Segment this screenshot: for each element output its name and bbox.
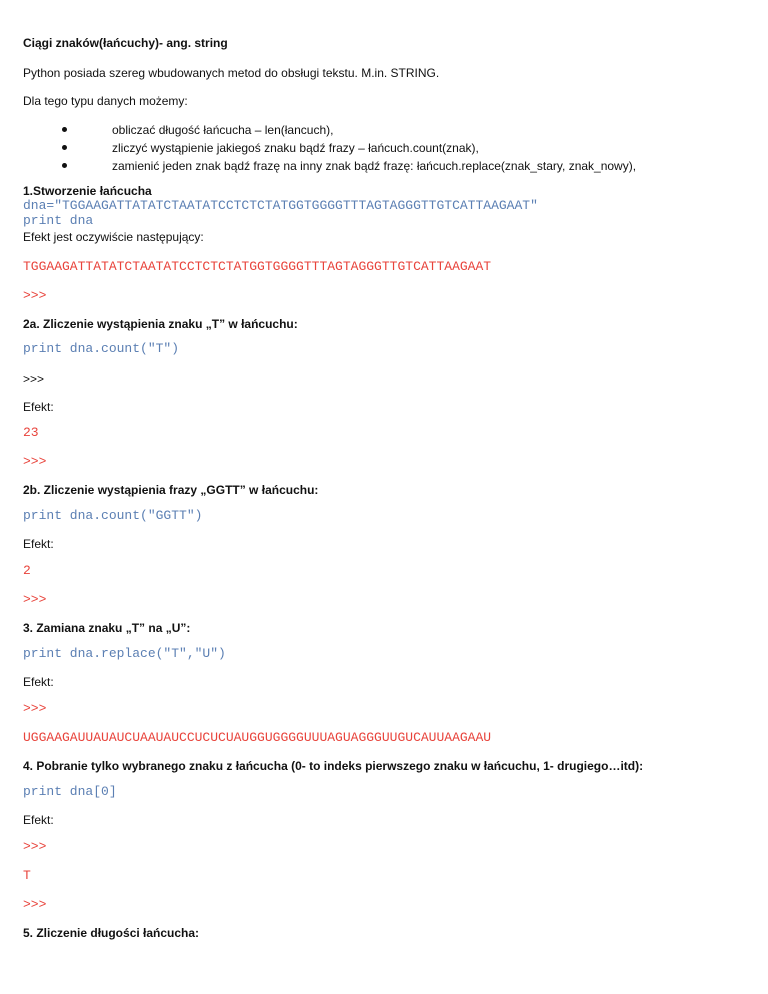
output-line: TGGAAGATTATATCTAATATCCTCTCTATGGTGGGGTTTAGTAGGGTTGTCATTAAGAAT xyxy=(23,259,492,274)
code-line: dna="TGGAAGATTATATCTAATATCCTCTCTATGGTGGGGTTTAGTAGGGTTGTCATTAAGAAT" xyxy=(23,198,538,213)
code-line: print dna.count("GGTT") xyxy=(23,508,203,523)
section-2a-heading: 2a. Zliczenie wystąpienia znaku „T” w łańcuchu: xyxy=(23,317,298,331)
list-item: obliczać długość łańcucha – len(łancuch), xyxy=(62,121,636,139)
intro-paragraph: Python posiada szereg wbudowanych metod do obsługi tekstu. M.in. STRING. xyxy=(23,66,440,80)
output-line: 23 xyxy=(23,425,39,440)
bullet-icon xyxy=(62,163,67,168)
section-3-heading: 3. Zamiana znaku „T” na „U”: xyxy=(23,621,191,635)
effect-label: Efekt: xyxy=(23,537,54,551)
section-4-heading: 4. Pobranie tylko wybranego znaku z łańcucha (0- to indeks pierwszego znaku w łańcuchu, 1- drugiego…itd): xyxy=(23,759,644,773)
output-line: UGGAAGAUUAUAUCUAAUAUCCUCUCUAUGGUGGGGUUUAGUAGGGUUGUCAUUAAGAAU xyxy=(23,730,492,745)
code-line: print dna.replace("T","U") xyxy=(23,646,226,661)
intro-paragraph-2: Dla tego typu danych możemy: xyxy=(23,94,188,108)
prompt: >>> xyxy=(23,839,47,854)
code-line: print dna xyxy=(23,213,94,228)
effect-label: Efekt: xyxy=(23,400,54,414)
list-item: zamienić jeden znak bądź frazę na inny znak bądź frazę: łańcuch.replace(znak_stary, znak_nowy), xyxy=(62,157,636,175)
prompt: >>> xyxy=(23,288,47,303)
output-line: 2 xyxy=(23,563,31,578)
prompt: >>> xyxy=(23,592,47,607)
prompt: >>> xyxy=(23,454,47,469)
list-item: zliczyć wystąpienie jakiegoś znaku bądź frazy – łańcuch.count(znak), xyxy=(62,139,636,157)
page-title: Ciągi znaków(łańcuchy)- ang. string xyxy=(23,36,228,50)
effect-label: Efekt: xyxy=(23,813,54,827)
code-line: print dna[0] xyxy=(23,784,117,799)
section-2b-heading: 2b. Zliczenie wystąpienia frazy „GGTT” w łańcuchu: xyxy=(23,483,319,497)
effect-label: Efekt: xyxy=(23,675,54,689)
section-5-heading: 5. Zliczenie długości łańcucha: xyxy=(23,926,200,940)
feature-list xyxy=(62,121,636,175)
bullet-icon xyxy=(62,127,67,132)
bullet-icon xyxy=(62,145,67,150)
effect-label: Efekt jest oczywiście następujący: xyxy=(23,230,204,244)
prompt-plain: >>> xyxy=(23,372,45,386)
code-line: print dna.count("T") xyxy=(23,341,180,356)
prompt: >>> xyxy=(23,897,47,912)
output-line: T xyxy=(23,868,31,883)
prompt: >>> xyxy=(23,701,47,716)
section-1-heading: 1.Stworzenie łańcucha xyxy=(23,184,152,198)
